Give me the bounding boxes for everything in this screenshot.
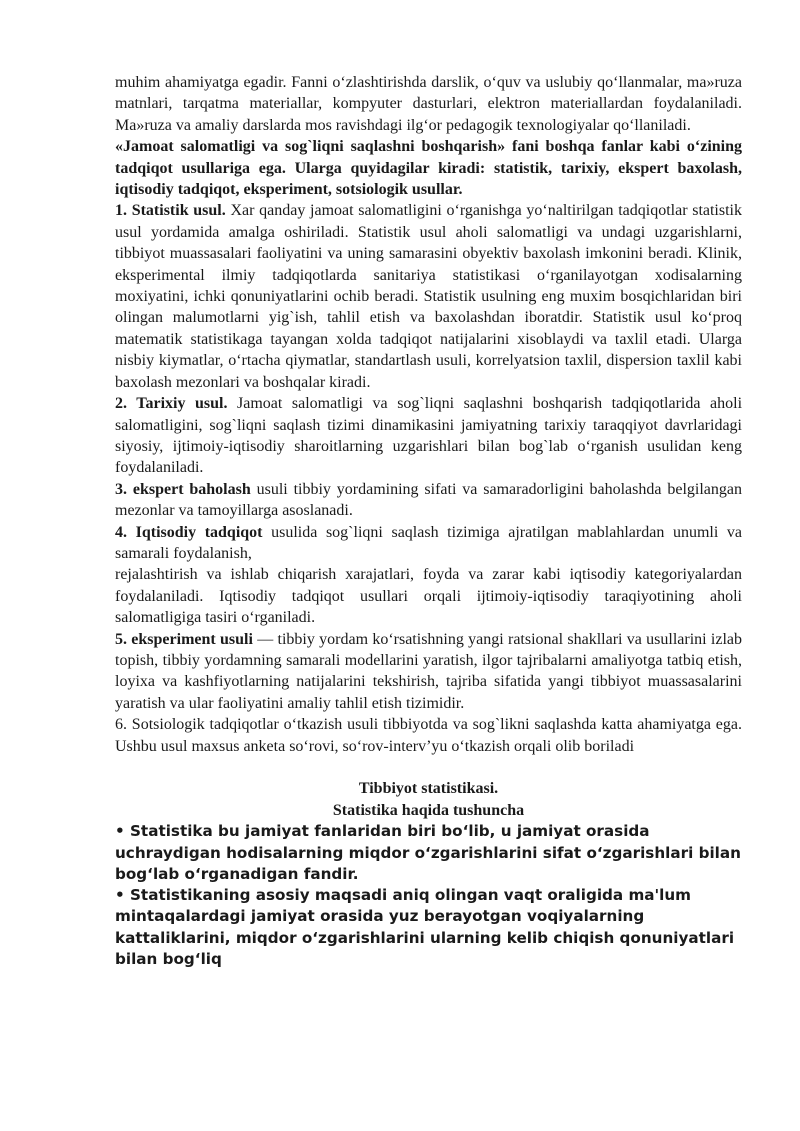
method-lead: 3. ekspert baholash bbox=[115, 480, 251, 498]
method-lead: 5. eksperiment usuli bbox=[115, 630, 253, 648]
intro-paragraph: muhim ahamiyatga egadir. Fanni o‘zlashtirishda darslik, o‘quv va uslubiy qo‘llanmalar, ma»ruza matnlari, tarqatma materiallar, kompyuter dasturlari, elektron materiallardan foydalaniladi. Ma»ruza va amaliy darslarda mos ravishdagi ilg‘or pedagogik texnologiyalar qo‘llaniladi. bbox=[115, 74, 742, 134]
method-tarixiy bbox=[115, 393, 742, 479]
method-sotsiologik: 6. Sotsiologik tadqiqotlar o‘tkazish usuli tibbiyotda va sog`likni saqlashda katta ahamiyatga ega. Ushbu usul maxsus anketa so‘rovi, so‘rov-interv’yu o‘tkazish orqali olib boriladi bbox=[115, 716, 742, 755]
method-text: Xar qanday jamoat salomatligini o‘rganishga yo‘naltirilgan tadqiqotlar statistik usul yordamida amalga oshiriladi. Statistik usul aholi salomatligi va undagi uzgarishlarni, tibbiyot muassasalari faoliyatini va uning samarasini obyektiv baxolash imkonini beradi. Klinik, eksperimental ilmiy tadqiqotlarda sanitariya statistikasi o‘rganilayotgan xodisalarning moxiyatini, ichki qonuniyatlarini ochib beradi. Statistik usulning eng muxim bosqichlaridan biri olingan malumotlarni yig`ish, tahlil etish va baxolashdan iboratdir. Statistik usul ko‘proq matematik statistikaga tayangan xolda tadqiqot natijalarini xisoblaydi va taxlil etadi. Ularga nisbiy kiymatlar, o‘rtacha qiymatlar, standartlash usuli, korrelyatsion taxlil, dispersion taxlil kabi baxolash mezonlari va boshqalar kiradi. bbox=[115, 202, 742, 391]
method-eksperiment bbox=[115, 629, 742, 715]
method-iqtisodiy-continuation: rejalashtirish va ishlab chiqarish xarajatlari, foyda va zarar kabi iqtisodiy kategoriyalardan foydalaniladi. Iqtisodiy tadqiqot usullari orqali ijtimoiy-iqtisodiy taraqiyotining aholi salomatligiga tasiri o‘rganiladi. bbox=[115, 566, 742, 627]
method-text: usulida sog`liqni saqlash tizimiga ajratilgan mablahlardan unumli va samarali foydalanish, bbox=[115, 523, 742, 562]
method-lead: 2. Tarixiy usul. bbox=[115, 395, 228, 413]
method-text: Jamoat salomatligi va sog`liqni saqlashni boshqarish tadqiqotlarida aholi salomatligini, sog`liqni saqlash tizimi dinamikasini jamiyatning tarixiy taraqqiyot davrlaridagi siyosiy, ijtimoiy-iqtisodiy sharoitlarning uzgarishlari bilan bog`lab o‘rganish usulidan keng foydalaniladi. bbox=[115, 395, 743, 477]
bullet-item: • Statistika bu jamiyat fanlaridan biri bo‘lib, u jamiyat orasida uchraydigan hodisalarning miqdor o‘zgarishlarini sifat o‘zgarishlari bilan bog‘lab o‘rganadigan fandir. bbox=[115, 822, 741, 883]
method-text: — tibbiy yordam ko‘rsatishning yangi ratsional shakllari va usullarini izlab topish, tibbiy yordamning samarali modellarini yaratish, ilgor tajribalarni amaliyotga tatbiq etish, loyixa va kashfiyotlarning natijalarini tekshirish, tajriba sifatida yangi tibbiyot muassasalarini yaratish va ular faoliyatini amaliy tahlil etish tizimidir. bbox=[115, 630, 743, 712]
section-title: Tibbiyot statistikasi. bbox=[358, 780, 499, 798]
method-lead: 1. Statistik usul. bbox=[115, 202, 226, 220]
method-ekspert bbox=[115, 479, 742, 522]
bullet-item: • Statistikaning asosiy maqsadi aniq olingan vaqt oraligida ma'lum mintaqalardagi jamiyat orasida yuz berayotgan voqiyalarning kattaliklarini, miqdor o‘zgarishlarini ularning kelib chiqish qonuniyatlari bilan bog‘liq bbox=[115, 886, 735, 968]
method-lead: 4. Iqtisodiy tadqiqot bbox=[115, 523, 263, 541]
methods-heading: «Jamoat salomatligi va sog`liqni saqlashni boshqarish» fani boshqa fanlar kabi o‘zining tadqiqot usullariga ega. Ularga quyidagilar kiradi: statistik, tarixiy, ekspert baxolash, iqtisodiy tadqiqot, eksperiment, sotsiologik usullar. bbox=[115, 138, 742, 199]
method-iqtisodiy bbox=[115, 522, 742, 565]
paragraph-gap bbox=[115, 757, 742, 778]
section-subtitle: Statistika haqida tushuncha bbox=[332, 801, 525, 819]
method-statistik bbox=[115, 200, 742, 393]
method-text: usuli tibbiy yordamining sifati va samaradorligini baholashda belgilangan mezonlar va tamoyillarga asoslanadi. bbox=[115, 480, 742, 520]
